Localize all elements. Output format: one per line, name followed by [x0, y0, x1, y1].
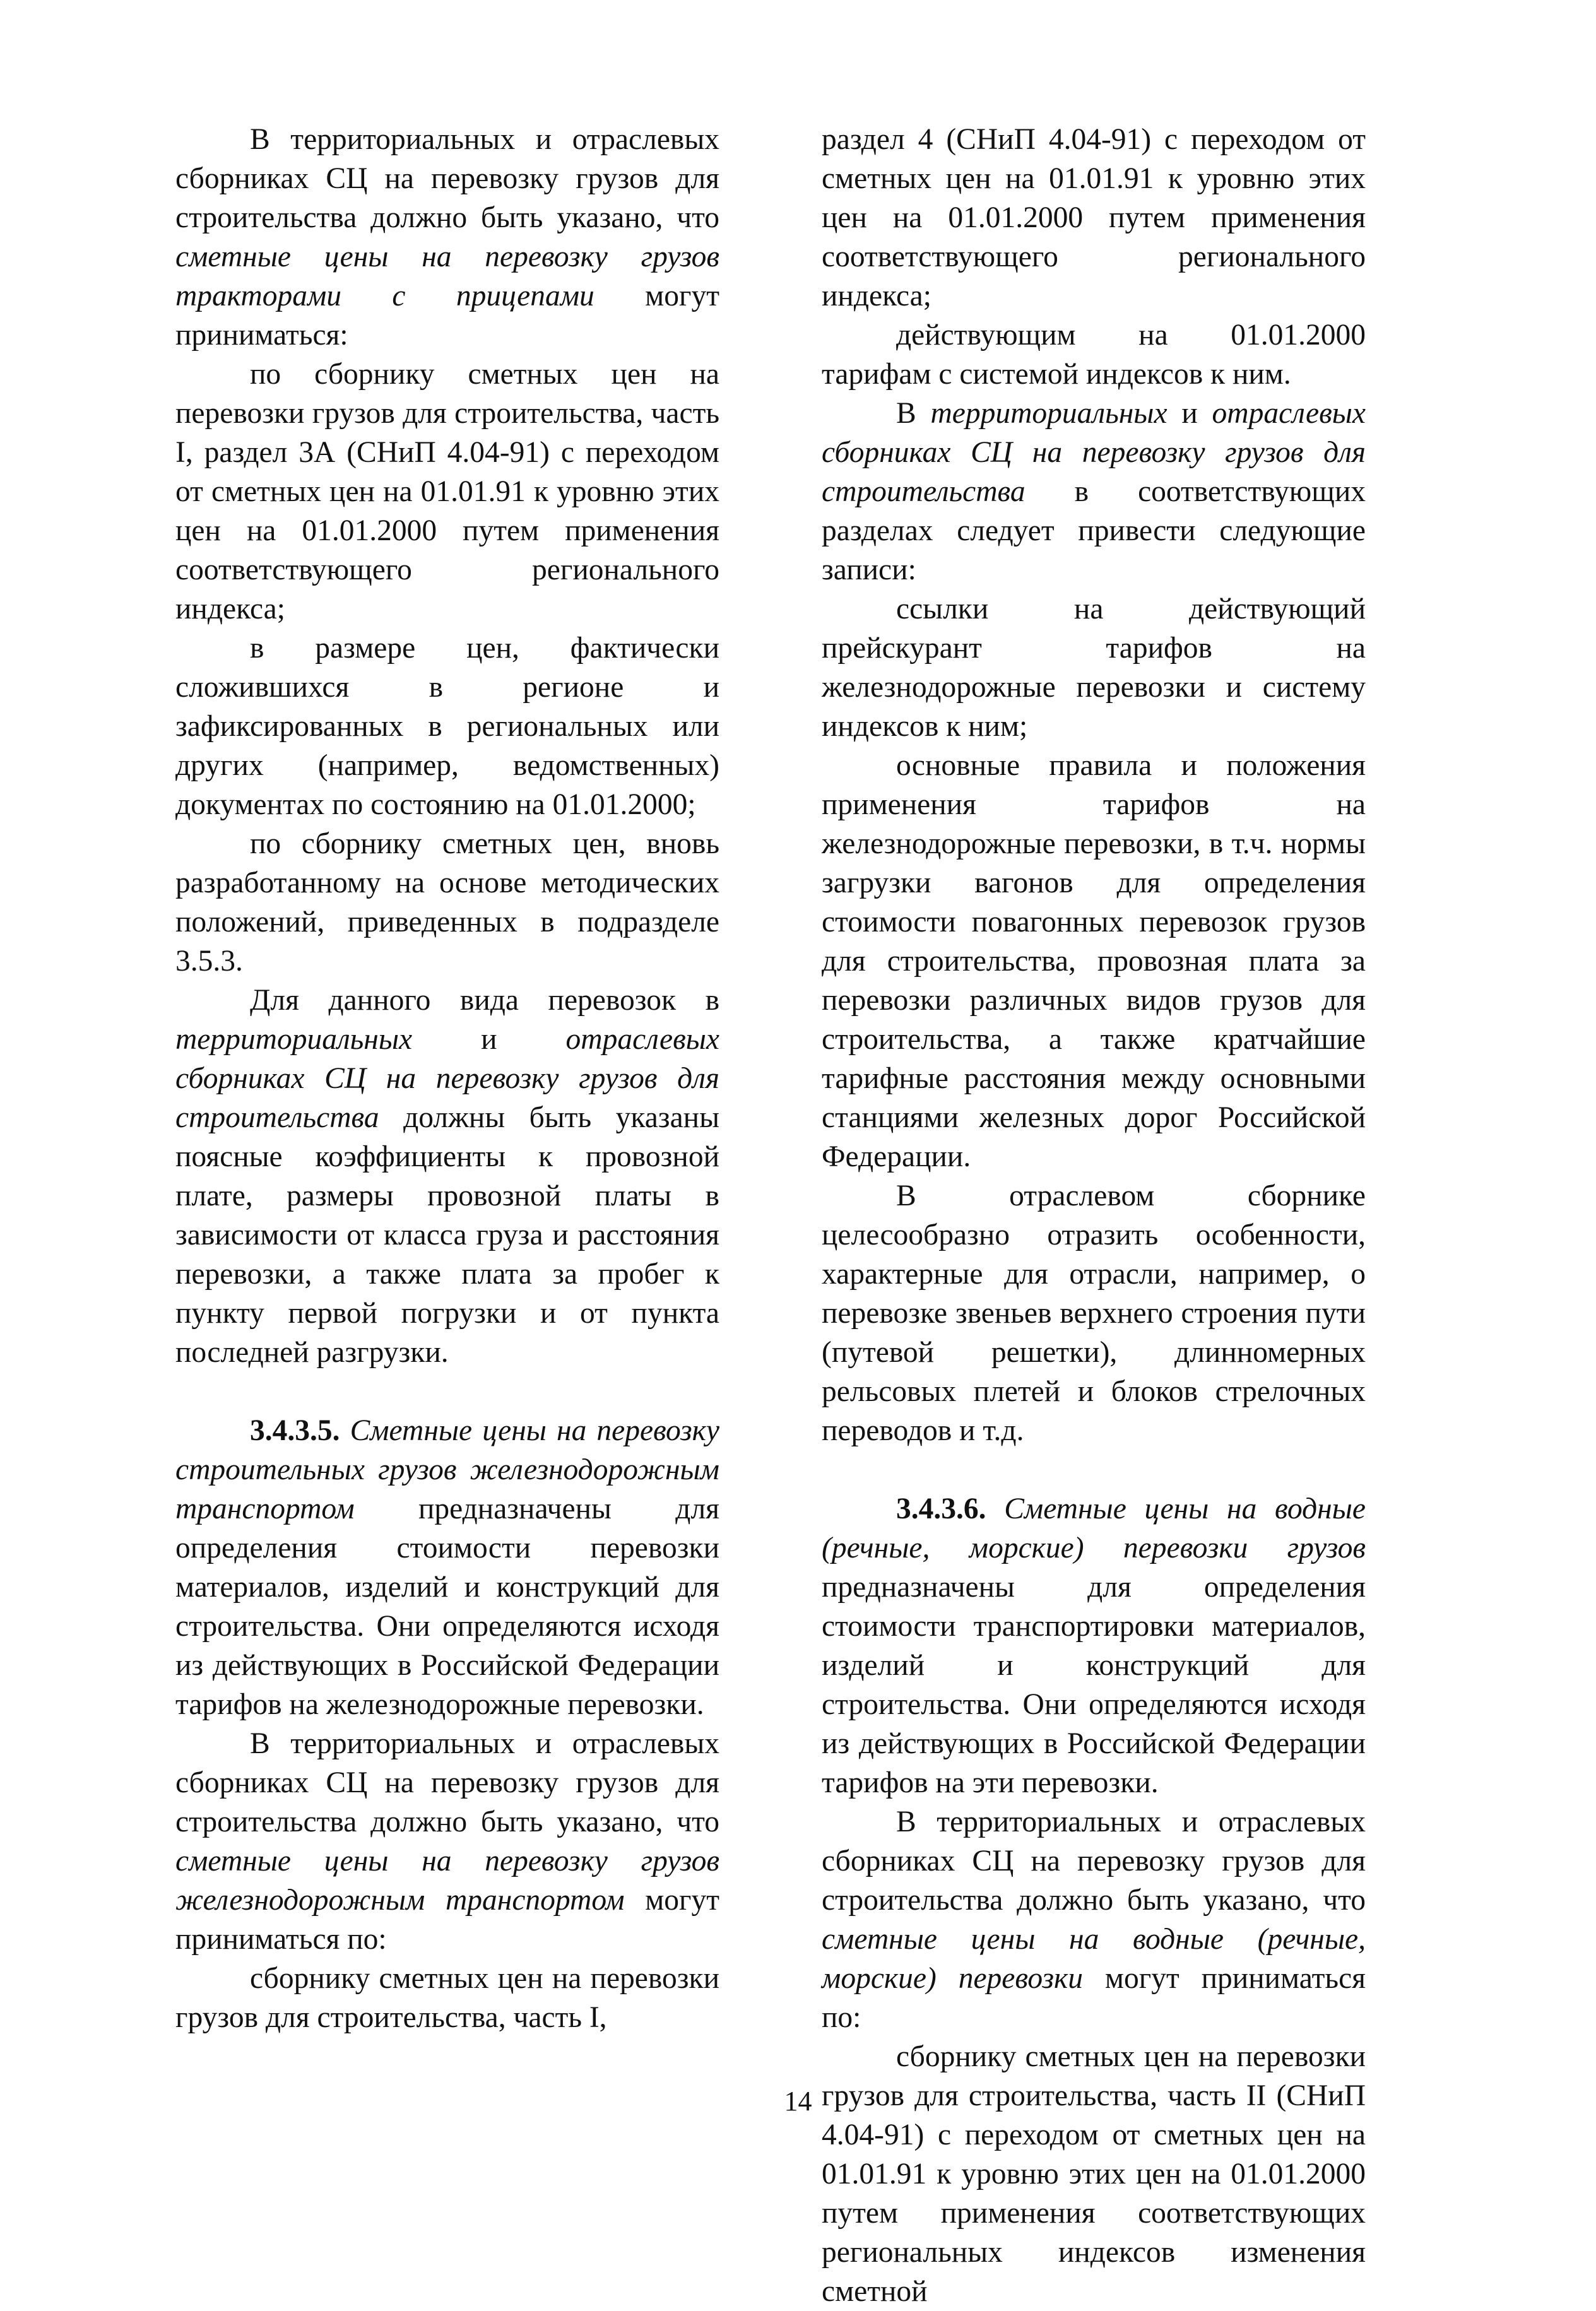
paragraph: ссылки на действующий прейскурант тарифов на железнодорожные перевозки и систему индексов к ним;	[822, 593, 1366, 743]
paragraph: в размере цен, фактически сложившихся в регионе и зафиксированных в региональных или других (например, ведомственных) документах по состоянию на 01.01.2000;	[175, 632, 719, 821]
section-3-4-3-6-paragraph: 3.4.3.6. Сметные цены на водные (речные, морские) перевозки грузов предназначены для определения стоимости транспортировки материалов, изделий и конструкций для строительства. Они определяются исходя из действующих в Российской Федерации тарифов на эти перевозки.	[822, 1492, 1366, 1799]
paragraph-continued: раздел 4 (СНиП 4.04-91) с переходом от сметных цен на 01.01.91 к уровню этих цен на 01.01.2000 путем применения соответствующего регионального индекса;	[822, 123, 1366, 312]
paragraph: основные правила и положения применения тарифов на железнодорожные перевозки, в т.ч. нормы загрузки вагонов для определения стоимости повагонных перевозок грузов для строительства, провозная плата за перевозки различных видов грузов для строительства, а также кратчайшие тарифные расстояния между основными станциями железных дорог Российской Федерации.	[822, 749, 1366, 1173]
paragraph: В территориальных и отраслевых сборниках СЦ на перевозку грузов для строительства должно быть указано, что сметные цены на перевозку грузов железнодорожным транспортом могут приниматься по:	[175, 1727, 719, 1956]
paragraph: сборнику сметных цен на перевозки грузов для строительства, часть I,	[175, 1962, 719, 2034]
section-number: 3.4.3.5.	[250, 1414, 340, 1447]
paragraph: по сборнику сметных цен, вновь разработанному на основе методических положений, приведенных в подразделе 3.5.3.	[175, 827, 719, 978]
paragraph: В территориальных и отраслевых сборниках СЦ на перевозку грузов для строительства должно быть указано, что сметные цены на перевозку грузов тракторами с прицепами могут приниматься:	[175, 123, 719, 352]
section-3-4-3-5-paragraph: 3.4.3.5. Сметные цены на перевозку строительных грузов железнодорожным транспортом предназначены для определения стоимости перевозки материалов, изделий и конструкций для строительства. Они определяются исходя из действующих в Российской Федерации тарифов на железнодорожные перевозки.	[175, 1414, 719, 1721]
paragraph: сборнику сметных цен на перевозки грузов для строительства, часть II (СНиП 4.04-91) с переходом от сметных цен на 01.01.91 к уровню этих цен на 01.01.2000 путем применения соответствующих региональных индексов изменения сметной	[822, 2040, 1366, 2308]
paragraph: действующим на 01.01.2000 тарифам с системой индексов к ним.	[822, 319, 1366, 391]
left-column	[175, 120, 719, 2037]
paragraph: по сборнику сметных цен на перевозки грузов для строительства, часть I, раздел 3А (СНиП 4.04-91) с переходом от сметных цен на 01.01.91 к уровню этих цен на 01.01.2000 путем применения соответствующего регионального индекса;	[175, 358, 719, 625]
paragraph: В территориальных и отраслевых сборниках СЦ на перевозку грузов для строительства должно быть указано, что сметные цены на водные (речные, морские) перевозки могут приниматься по:	[822, 1806, 1366, 2034]
page-number: 14	[784, 2086, 812, 2117]
paragraph: Для данного вида перевозок в территориальных и отраслевых сборниках СЦ на перевозку грузов для строительства должны быть указаны поясные коэффициенты к провозной плате, размеры провозной платы в зависимости от класса груза и расстояния перевозки, а также плата за пробег к пункту первой погрузки и от пункта последней разгрузки.	[175, 984, 719, 1369]
right-column	[822, 120, 1366, 2311]
paragraph: В отраслевом сборнике целесообразно отразить особенности, характерные для отрасли, например, о перевозке звеньев верхнего строения пути (путевой решетки), длинномерных рельсовых плетей и блоков стрелочных переводов и т.д.	[822, 1179, 1366, 1447]
paragraph: В территориальных и отраслевых сборниках СЦ на перевозку грузов для строительства в соответствующих разделах следует привести следующие записи:	[822, 397, 1366, 586]
section-number: 3.4.3.6.	[896, 1492, 986, 1525]
